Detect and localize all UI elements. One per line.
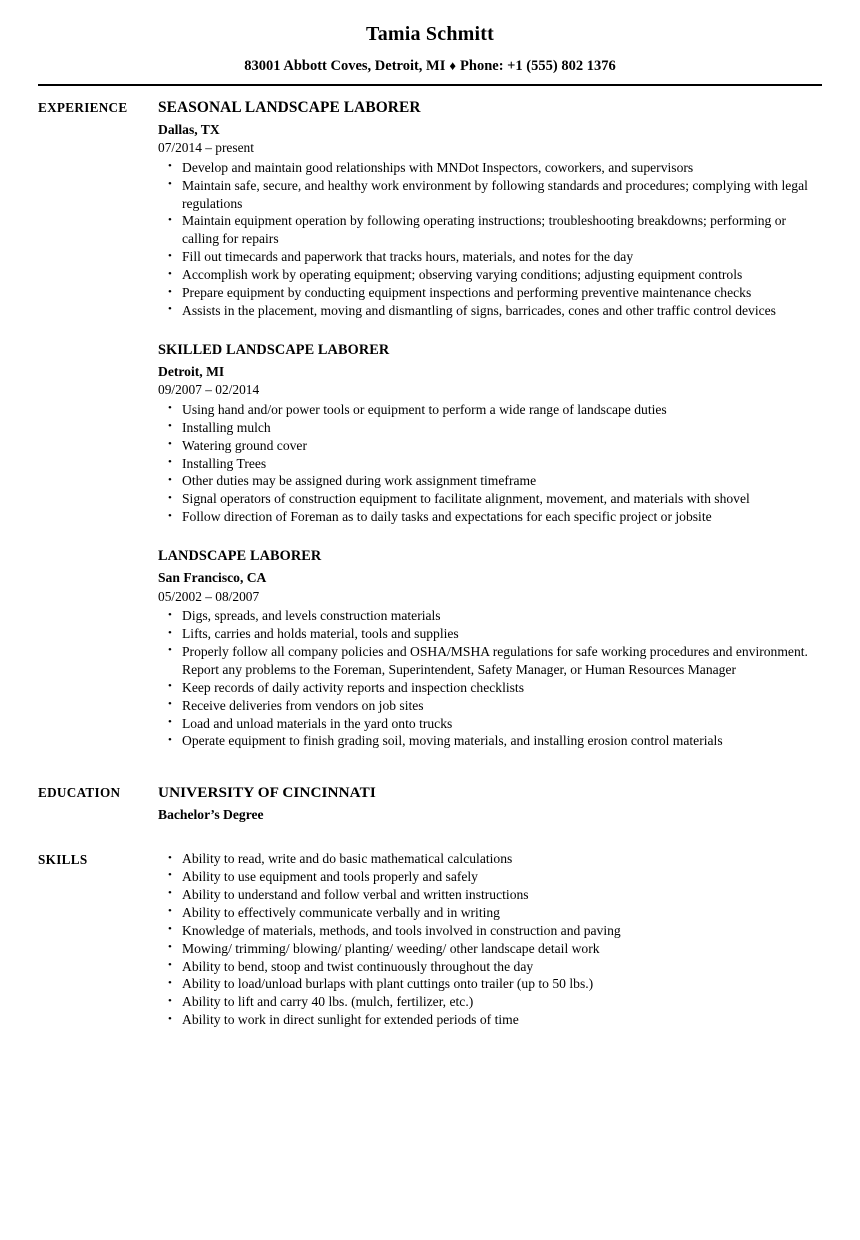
list-item: • Knowledge of materials, methods, and tools involved in construction and paving [158,922,822,940]
list-item: • Develop and maintain good relationships with MNDot Inspectors, coworkers, and supervisors [158,159,822,177]
list-item: • Accomplish work by operating equipment; observing varying conditions; adjusting equipment controls [158,266,822,284]
section-label-skills: SKILLS [38,852,88,868]
job-dates: 07/2014 – present [158,140,254,156]
list-item: • Maintain safe, secure, and healthy work environment by following standards and procedures; complying with legal regulations [158,177,822,213]
list-item: • Ability to load/unload burlaps with plant cuttings onto trailer (up to 50 lbs.) [158,975,822,993]
job-title: SKILLED LANDSCAPE LABORER [158,341,390,358]
resume-header [38,0,822,86]
contact-address: 83001 Abbott Coves, Detroit, MI [244,58,446,74]
contact-phone: Phone: +1 (555) 802 1376 [460,58,616,74]
job-location: Dallas, TX [158,121,220,137]
skills-section [38,850,822,1029]
job-dates: 05/2002 – 08/2007 [158,588,260,604]
job-responsibility-list [158,607,822,750]
skills-list [158,850,822,1029]
list-item: • Receive deliveries from vendors on job sites [158,697,822,715]
list-item: • Keep records of daily activity reports and inspection checklists [158,679,822,697]
job-title: LANDSCAPE LABORER [158,548,322,565]
list-item: • Operate equipment to finish grading soil, moving materials, and installing erosion control materials [158,732,822,750]
job-entry [158,98,822,320]
candidate-name: Tamia Schmitt [366,23,494,45]
list-item: • Using hand and/or power tools or equipment to perform a wide range of landscape duties [158,401,822,419]
job-title: SEASONAL LANDSCAPE LABORER [158,99,421,117]
list-item: • Watering ground cover [158,437,822,455]
list-item: • Other duties may be assigned during work assignment timeframe [158,472,822,490]
education-body [158,783,822,824]
list-item: • Fill out timecards and paperwork that tracks hours, materials, and notes for the day [158,248,822,266]
education-label-column [38,783,158,801]
skills-label-column [38,850,158,868]
list-item: • Load and unload materials in the yard onto trucks [158,715,822,733]
list-item: • Assists in the placement, moving and dismantling of signs, barricades, cones and other traffic control devices [158,302,822,320]
list-item: • Ability to understand and follow verbal and written instructions [158,886,822,904]
list-item: • Ability to effectively communicate verbally and in writing [158,904,822,922]
list-item: • Properly follow all company policies and OSHA/MSHA regulations for safe working procedures and environment. Report any problems to the Foreman, Superintendent, Safety Manager, or Human Resources Manager [158,643,822,679]
list-item: • Mowing/ trimming/ blowing/ planting/ weeding/ other landscape detail work [158,940,822,958]
job-location: San Francisco, CA [158,570,267,586]
list-item: • Installing Trees [158,455,822,473]
job-location: Detroit, MI [158,363,225,379]
job-dates: 09/2007 – 02/2014 [158,382,260,398]
section-label-experience: EXPERIENCE [38,100,128,116]
experience-body [158,98,822,750]
education-school: UNIVERSITY OF CINCINNATI [158,784,376,802]
list-item: • Follow direction of Foreman as to daily tasks and expectations for each specific project or jobsite [158,508,822,526]
list-item: • Ability to work in direct sunlight for extended periods of time [158,1011,822,1029]
job-responsibility-list [158,159,822,320]
education-section [38,783,822,824]
list-item: • Prepare equipment by conducting equipment inspections and performing preventive maintenance checks [158,284,822,302]
contact-line [38,58,822,75]
list-item: • Lifts, carries and holds material, tools and supplies [158,625,822,643]
list-item: • Maintain equipment operation by following operating instructions; troubleshooting breakdowns; performing or calling for repairs [158,212,822,248]
job-entry [158,548,822,750]
experience-label-column [38,98,158,116]
list-item: • Signal operators of construction equipment to facilitate alignment, movement, and materials with shovel [158,490,822,508]
list-item: • Ability to read, write and do basic mathematical calculations [158,850,822,868]
job-responsibility-list [158,401,822,526]
list-item: • Ability to bend, stoop and twist continuously throughout the day [158,958,822,976]
header-divider [38,84,822,86]
diamond-separator-icon: ♦ [449,58,457,73]
section-label-education: EDUCATION [38,785,121,801]
list-item: • Ability to use equipment and tools properly and safely [158,868,822,886]
list-item: • Digs, spreads, and levels construction materials [158,607,822,625]
job-entry [158,342,822,526]
list-item: • Ability to lift and carry 40 lbs. (mulch, fertilizer, etc.) [158,993,822,1011]
list-item: • Installing mulch [158,419,822,437]
education-degree: Bachelor’s Degree [158,807,264,823]
skills-body [158,850,822,1029]
experience-section [38,98,822,750]
